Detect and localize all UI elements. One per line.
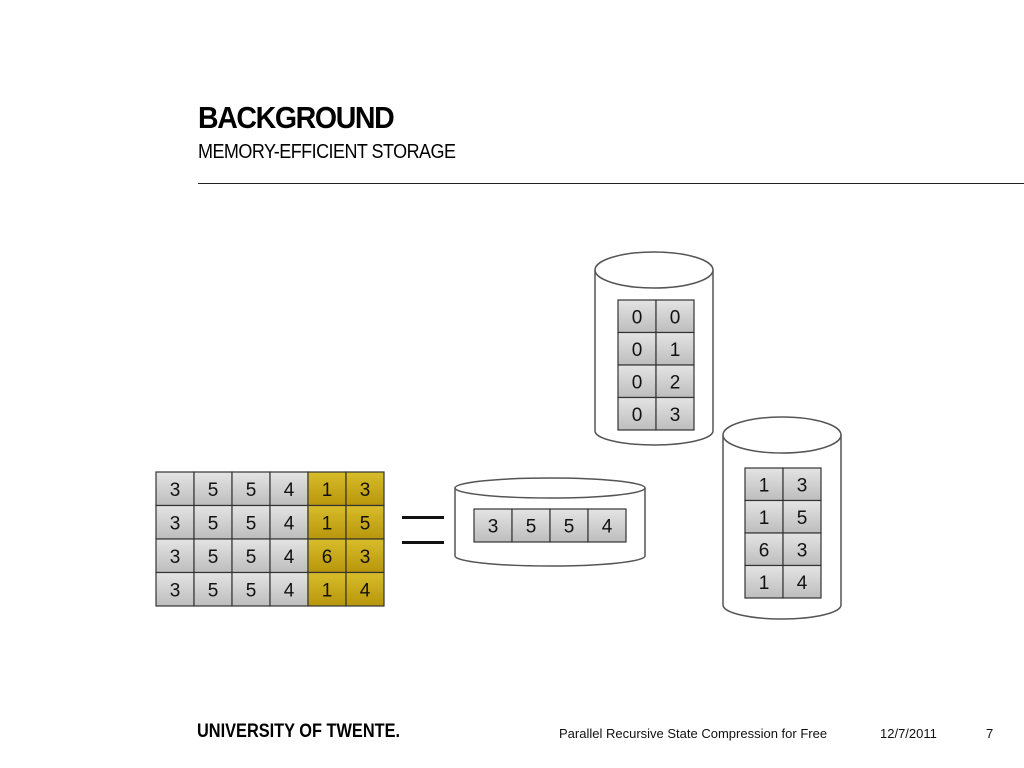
state-vector-value: 1 xyxy=(321,580,333,602)
state-vector-value: 6 xyxy=(321,546,333,568)
shared-table-value: 5 xyxy=(563,516,575,538)
university-logo: UNIVERSITY OF TWENTE. xyxy=(197,721,401,742)
state-vector-value: 5 xyxy=(245,479,257,501)
prefix-table-value: 0 xyxy=(631,307,643,329)
slide-title: BACKGROUND xyxy=(198,100,394,135)
state-vector-value: 5 xyxy=(245,513,257,535)
suffix-table-value: 3 xyxy=(796,475,808,497)
state-vector-value: 4 xyxy=(283,513,295,535)
suffix-table-value: 6 xyxy=(758,540,770,562)
prefix-table-value: 1 xyxy=(669,339,681,361)
shared-table-value: 4 xyxy=(601,516,613,538)
suffix-table-value: 1 xyxy=(758,507,770,529)
suffix-table xyxy=(745,468,821,598)
state-vector-value: 5 xyxy=(245,546,257,568)
suffix-table-value: 3 xyxy=(796,540,808,562)
state-vector-value: 3 xyxy=(169,580,181,602)
shared-table xyxy=(474,509,626,542)
state-vector-value: 3 xyxy=(359,546,371,568)
prefix-table-value: 2 xyxy=(669,372,681,394)
page-number: 7 xyxy=(986,726,994,741)
state-vector-table xyxy=(156,472,384,606)
prefix-table-value: 0 xyxy=(631,339,643,361)
prefix-table-value: 0 xyxy=(631,372,643,394)
state-vector-value: 5 xyxy=(207,479,219,501)
prefix-table-value: 3 xyxy=(669,404,681,426)
state-vector-value: 3 xyxy=(169,546,181,568)
state-vector-value: 3 xyxy=(169,479,181,501)
state-vector-value: 5 xyxy=(207,546,219,568)
state-vector-value: 3 xyxy=(169,513,181,535)
state-vector-value: 5 xyxy=(359,513,371,535)
state-vector-value: 5 xyxy=(207,580,219,602)
state-vector-value: 4 xyxy=(283,479,295,501)
prefix-table-value: 0 xyxy=(669,307,681,329)
suffix-table-value: 5 xyxy=(796,507,808,529)
state-vector-value: 4 xyxy=(359,580,371,602)
state-vector-value: 1 xyxy=(321,513,333,535)
suffix-table-value: 1 xyxy=(758,475,770,497)
state-vector-value: 3 xyxy=(359,479,371,501)
prefix-table xyxy=(618,300,694,430)
state-vector-value: 5 xyxy=(245,580,257,602)
state-vector-value: 1 xyxy=(321,479,333,501)
slide-subtitle: MEMORY-EFFICIENT STORAGE xyxy=(198,141,456,163)
state-vector-value: 5 xyxy=(207,513,219,535)
state-vector-value: 4 xyxy=(283,546,295,568)
suffix-table-value: 1 xyxy=(758,572,770,594)
footer-presentation-title: Parallel Recursive State Compression for Free xyxy=(559,726,828,741)
shared-table-value: 3 xyxy=(487,516,499,538)
shared-table-value: 5 xyxy=(525,516,537,538)
suffix-table-value: 4 xyxy=(796,572,808,594)
state-vector-value: 4 xyxy=(283,580,295,602)
footer-date: 12/7/2011 xyxy=(880,726,937,741)
prefix-table-value: 0 xyxy=(631,404,643,426)
equals-sign xyxy=(402,516,444,544)
